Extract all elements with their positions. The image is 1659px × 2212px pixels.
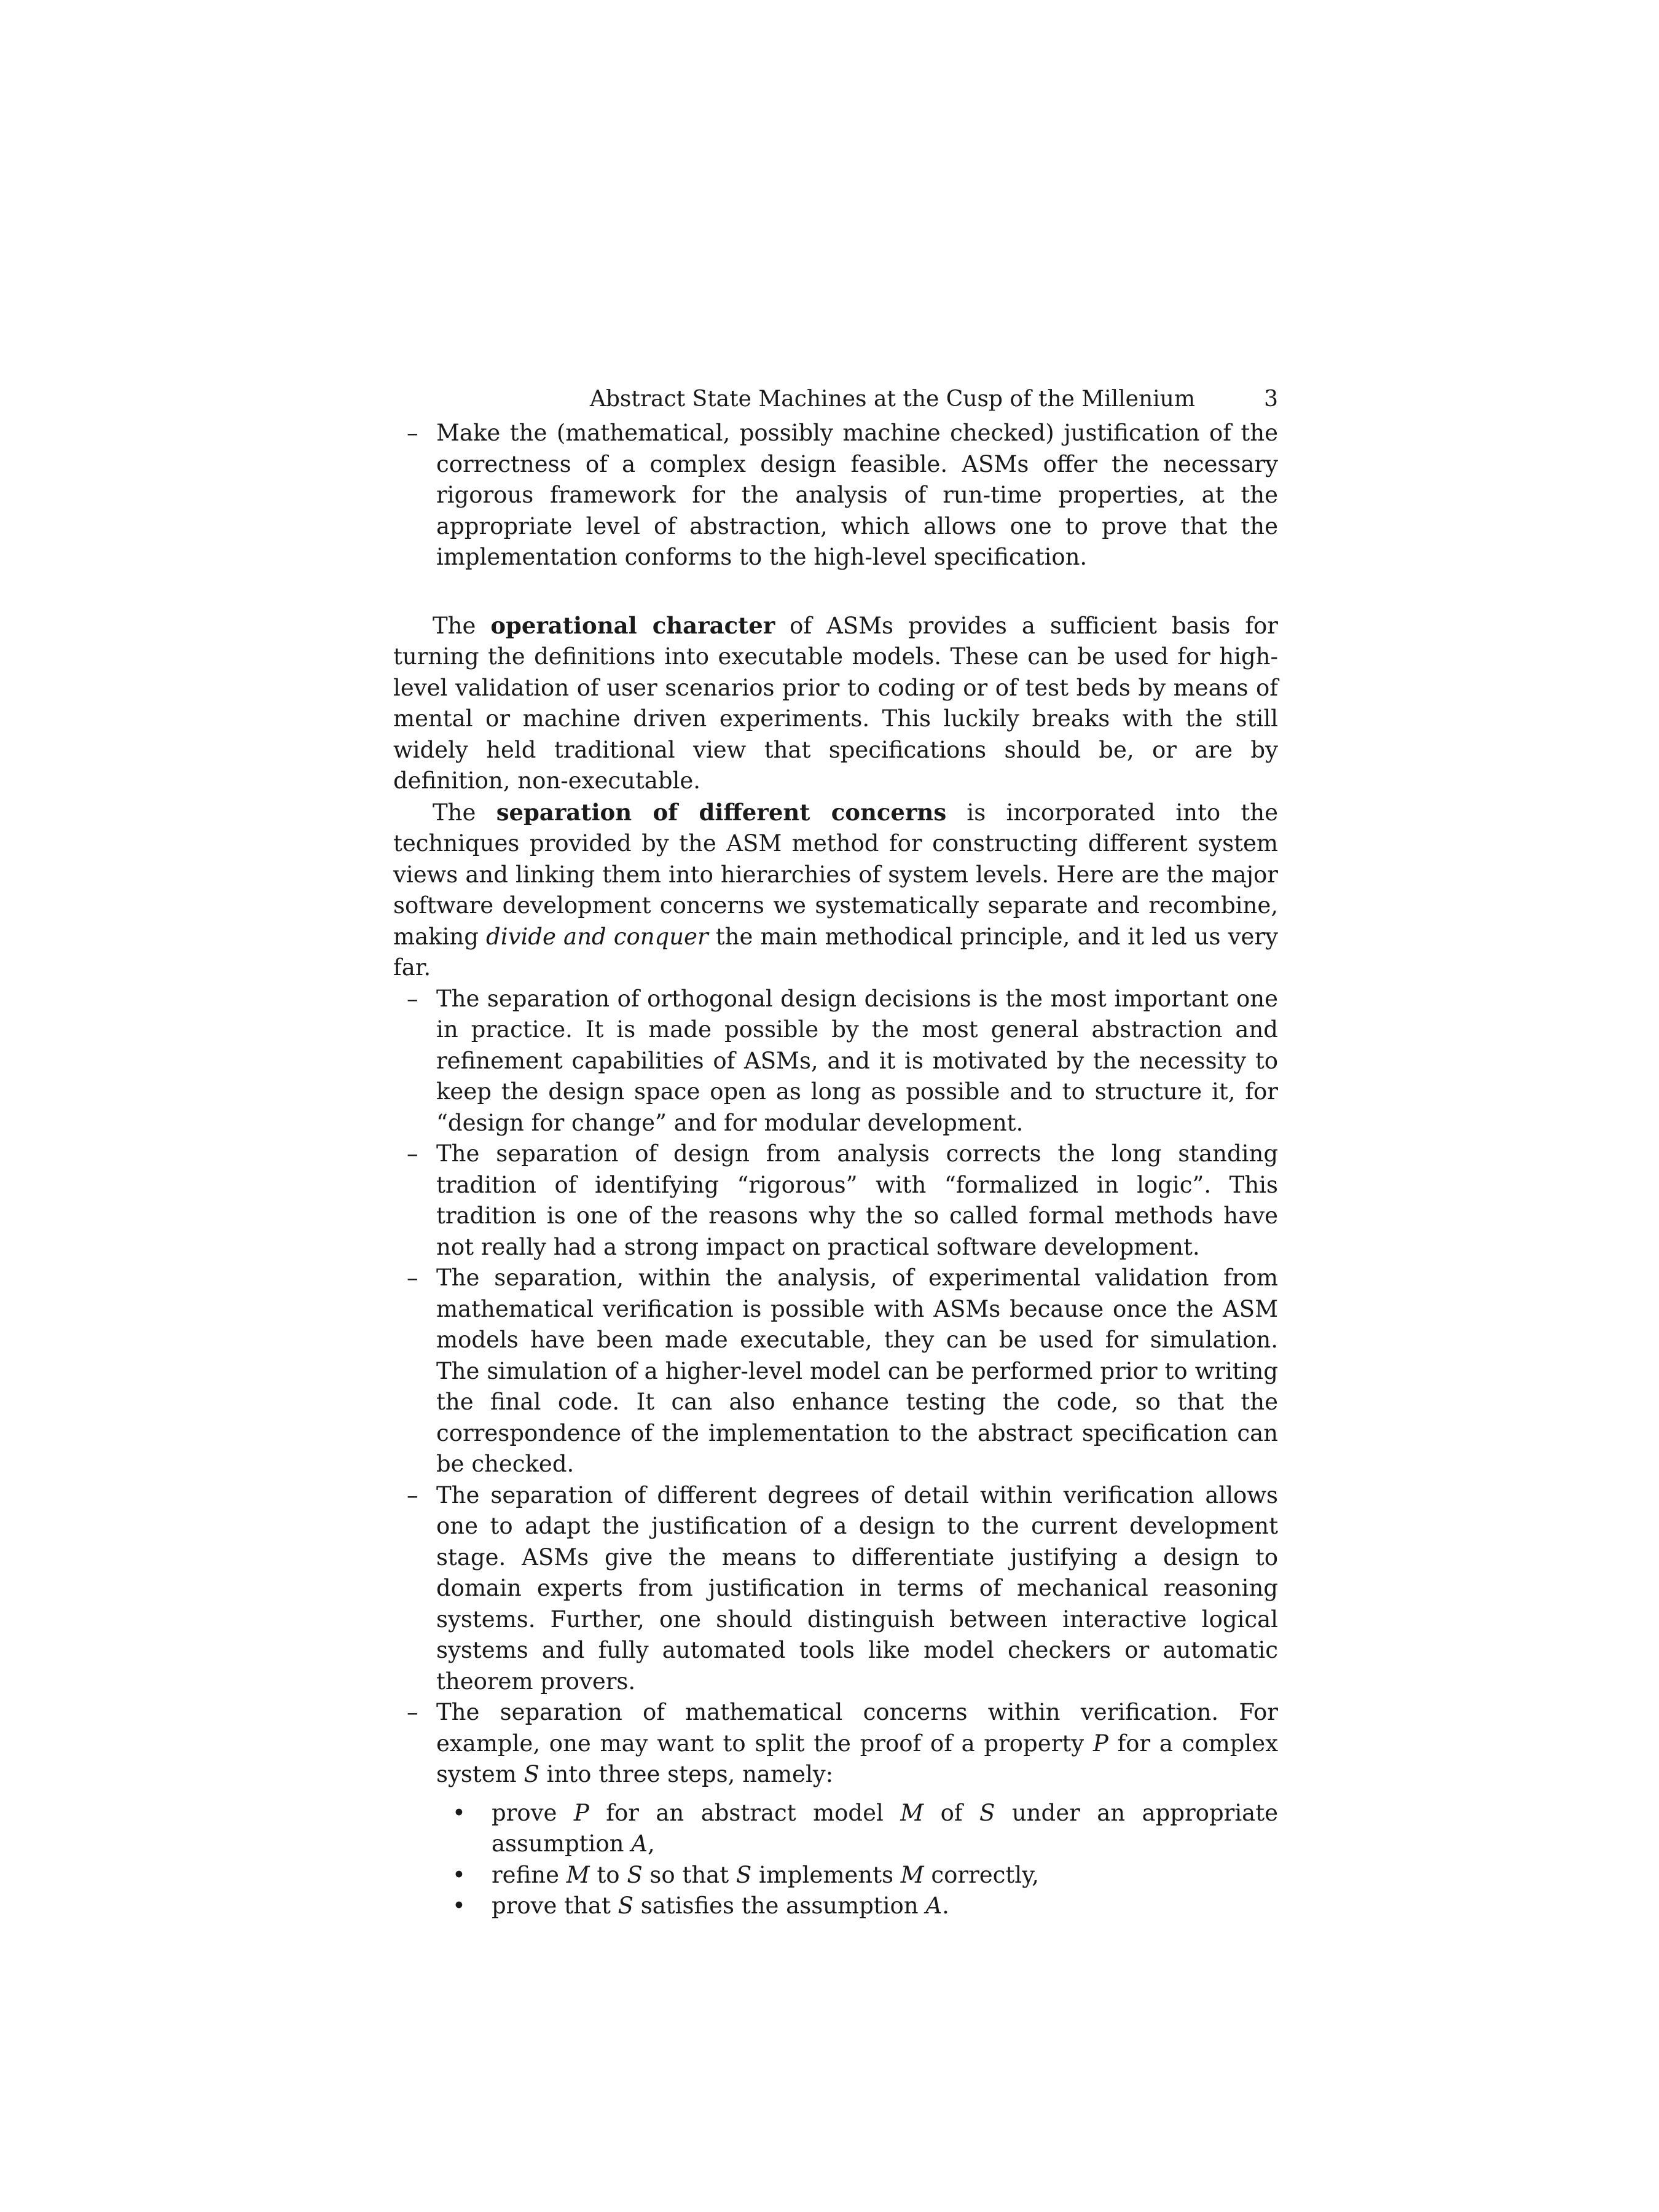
paragraph-separation-of-concerns (393, 797, 1278, 984)
text-run: prove (492, 1799, 574, 1826)
text-run: correctly, (924, 1861, 1039, 1888)
list-item: – The separation of different degrees of detail within verification allows one to adapt the justification of a design to the current development stage. ASMs give the means to differentiate justifying a design to domain experts from justification in terms of mechanical reasoning systems. Further, one should distinguish between interactive logical systems and fully automated tools like model checkers or automatic theorem provers. (393, 1480, 1278, 1698)
text-run: . (942, 1892, 949, 1919)
text-run: the main methodical principle, and it led us very far. (393, 923, 1278, 981)
math-var: S (979, 1799, 995, 1826)
proof-steps-list (436, 1798, 1278, 1922)
math-var: S (618, 1892, 633, 1919)
math-var: A (631, 1830, 648, 1857)
math-var: S (627, 1861, 643, 1888)
proof-step (436, 1891, 1278, 1922)
bold-term: operational character (490, 611, 775, 639)
list-item: – The separation of orthogonal design decisions is the most important one in practice. It is made possible by the most general abstraction and refinement capabilities of ASMs, and it is motivated by the necessity to keep the design space open as long as possible and to structure it, for “design for change” and for modular development. (393, 984, 1278, 1139)
math-var: A (925, 1892, 943, 1919)
page-number: 3 (1264, 386, 1278, 412)
body-text (393, 418, 1278, 1922)
text-run: for an abstract model (589, 1799, 901, 1826)
math-var: M (566, 1861, 590, 1888)
italic-phrase: divide and conquer (486, 923, 708, 950)
text-run: to (589, 1861, 627, 1888)
list-item: – The separation of design from analysis corrects the long standing tradition of identifying “rigorous” with “formalized in logic”. This tradition is one of the reasons why the so called formal methods have not really had a strong impact on practical software development. (393, 1139, 1278, 1263)
math-var: P (573, 1799, 589, 1826)
page (393, 381, 1278, 1922)
math-var: M (900, 1861, 924, 1888)
bold-term: separation of different concerns (496, 798, 947, 826)
paragraph-operational-character (393, 610, 1278, 797)
concerns-list (393, 984, 1278, 1922)
text-run: satisfies the assumption (633, 1892, 926, 1919)
proof-step (436, 1798, 1278, 1860)
list-item: – Make the (mathematical, possibly machine checked) justification of the correctness of a complex design feasible. ASMs offer the necessary rigorous framework for the analysis of run-time properties, at the appropriate level of abstraction, which allows one to prove that the implementation conforms to the high-level specification. (393, 418, 1278, 573)
text-run: The (433, 612, 491, 639)
text-run: of (924, 1799, 980, 1826)
text-run: prove that (492, 1892, 618, 1919)
running-title: Abstract State Machines at the Cusp of the Millenium (589, 386, 1195, 412)
text-run: so that (642, 1861, 736, 1888)
list-item (393, 1697, 1278, 1922)
proof-step (436, 1860, 1278, 1891)
text-run: , (647, 1830, 655, 1857)
list-item: – The separation, within the analysis, of experimental validation from mathematical verification is possible with ASMs because once the ASM models have been made executable, they can be used for simulation. The simulation of a higher-level model can be performed prior to writing the final code. It can also enhance testing the code, so that the correspondence of the implementation to the abstract specification can be checked. (393, 1263, 1278, 1480)
text-run: The (433, 799, 496, 826)
intro-list (393, 418, 1278, 573)
math-var: M (900, 1799, 924, 1826)
text-run: refine (492, 1861, 567, 1888)
text-run: under an appropriate assumption (492, 1799, 1278, 1857)
math-var: S (735, 1861, 752, 1888)
text-run: into three steps, namely: (539, 1761, 834, 1787)
text-run: of ASMs provides a sufficient basis for turning the definitions into executable models. These can be used for high-level validation of user scenarios prior to coding or of test beds by means of mental or machine driven experiments. This luckily breaks with the still widely held traditional view that specifications should be, or are by definition, non-executable. (393, 612, 1278, 794)
text-run: for a complex system (436, 1730, 1278, 1787)
text-run: The separation of mathematical concerns within verification. For example, one may want to split the proof of a property (436, 1699, 1278, 1757)
math-var: S (524, 1761, 539, 1787)
text-run: is incorporated into the techniques provided by the ASM method for constructing different system views and linking them into hierarchies of system levels. Here are the major software development concerns we systematically separate and recombine, making (393, 799, 1278, 950)
text-run: implements (751, 1861, 901, 1888)
running-head (393, 381, 1278, 418)
math-var: P (1092, 1730, 1108, 1757)
